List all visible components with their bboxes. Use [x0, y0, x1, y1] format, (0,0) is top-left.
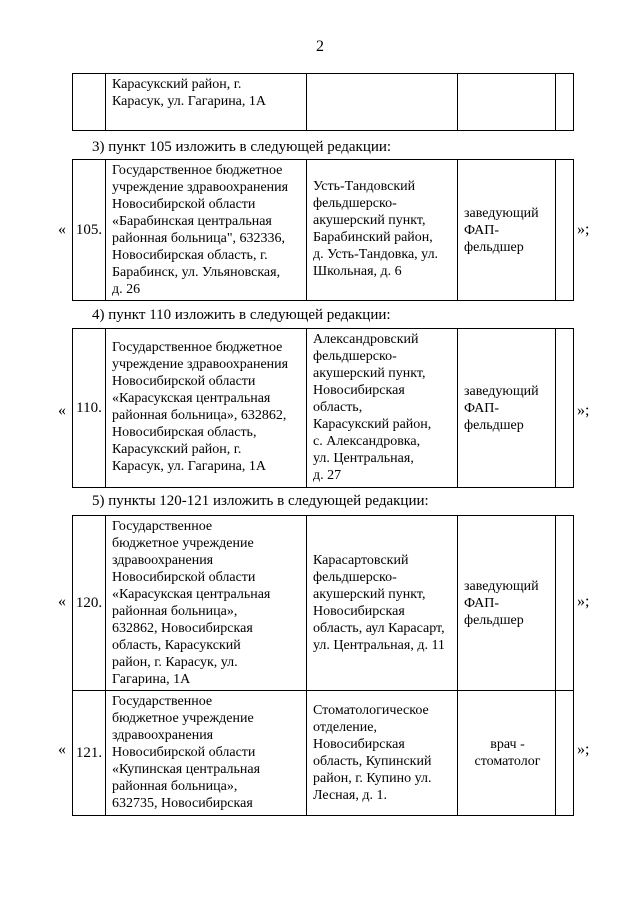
quote-open: «: [58, 741, 66, 758]
instruction-item-110: 4) пункт 110 изложить в следующей редакции:: [92, 307, 391, 323]
instruction-item-120-121: 5) пункты 120-121 изложить в следующей редакции:: [92, 493, 429, 509]
position-cell: врач - стоматолог: [458, 691, 556, 816]
blank-cell: [556, 691, 574, 816]
position-cell: [458, 74, 556, 131]
table-item-105: [72, 159, 574, 301]
unit-cell: Карасартовский фельдшерско- акушерский пункт, Новосибирская область, аул Карасарт, ул. Центральная, д. 11: [307, 516, 458, 691]
org-cell: Карасукский район, г. Карасук, ул. Гагарина, 1А: [106, 74, 307, 131]
row-number: 105.: [73, 160, 106, 301]
table-continuation: [72, 73, 574, 131]
quote-open: «: [58, 221, 66, 238]
unit-cell: [307, 74, 458, 131]
quote-open: «: [58, 593, 66, 610]
unit-cell: Александровский фельдшерско- акушерский пункт, Новосибирская область, Карасукский район, с. Александровка, ул. Центральная, д. 27: [307, 329, 458, 488]
quote-close: »;: [577, 221, 590, 238]
instruction-item-105: 3) пункт 105 изложить в следующей редакции:: [92, 139, 392, 155]
page-number: 2: [316, 38, 324, 55]
quote-close: »;: [577, 402, 590, 419]
quote-close: »;: [577, 741, 590, 758]
row-number: 121.: [73, 691, 106, 816]
table-row: [73, 74, 574, 131]
table-row: [73, 516, 574, 691]
quote-close: »;: [577, 593, 590, 610]
table-item-110: [72, 328, 574, 488]
blank-cell: [556, 160, 574, 301]
position-cell: заведующий ФАП- фельдшер: [458, 516, 556, 691]
blank-cell: [556, 516, 574, 691]
org-cell: Государственное бюджетное учреждение здравоохранения Новосибирской области «Купинская центральная районная больница», 632735, Новосибирская: [106, 691, 307, 816]
table-row: [73, 160, 574, 301]
num-cell: [73, 74, 106, 131]
row-number: 110.: [73, 329, 106, 488]
org-cell: Государственное бюджетное учреждение здравоохранения Новосибирской области «Карасукская центральная районная больница», 632862, Новосибирская область, Карасукский район, г. Карасук, ул. Гагарина, 1А: [106, 329, 307, 488]
org-cell: Государственное бюджетное учреждение здравоохранения Новосибирской области «Карасукская центральная районная больница», 632862, Новосибирская область, Карасукский район, г. Карасук, ул. Гагарина, 1А: [106, 516, 307, 691]
position-cell: заведующий ФАП- фельдшер: [458, 160, 556, 301]
table-items-120-121: [72, 515, 574, 816]
unit-cell: Стоматологическое отделение, Новосибирская область, Купинский район, г. Купино ул. Лесная, д. 1.: [307, 691, 458, 816]
blank-cell: [556, 74, 574, 131]
table-row: [73, 691, 574, 816]
table-row: [73, 329, 574, 488]
quote-open: «: [58, 402, 66, 419]
blank-cell: [556, 329, 574, 488]
org-cell: Государственное бюджетное учреждение здравоохранения Новосибирской области «Барабинская центральная районная больница", 632336, Новосибирская область, г. Барабинск, ул. Ульяновская, д. 26: [106, 160, 307, 301]
row-number: 120.: [73, 516, 106, 691]
position-cell: заведующий ФАП- фельдшер: [458, 329, 556, 488]
unit-cell: Усть-Тандовский фельдшерско- акушерский пункт, Барабинский район, д. Усть-Тандовка, ул. Школьная, д. 6: [307, 160, 458, 301]
